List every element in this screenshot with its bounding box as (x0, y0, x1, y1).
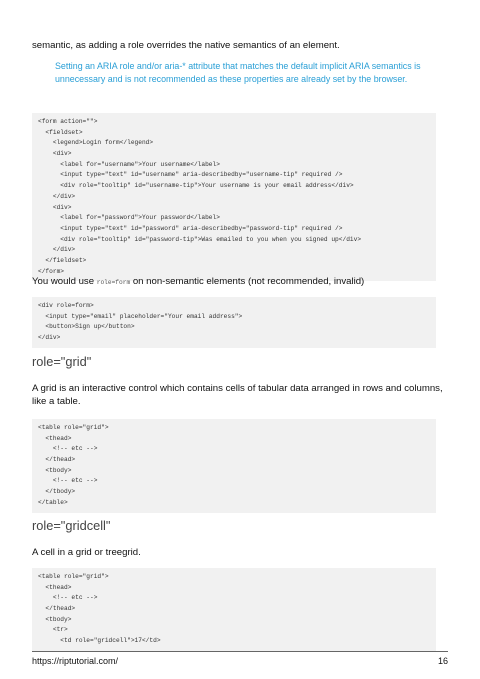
code-line: <table role="grid"> (38, 573, 109, 580)
code-line: <fieldset> (38, 128, 83, 136)
grid-description: A grid is an interactive control which contains cells of tabular data arranged in rows and columns, like a table. (32, 383, 443, 407)
code-line: </tbody> (38, 488, 76, 496)
code-line: </thead> (38, 605, 76, 613)
role-form-text-before: You would use (32, 276, 97, 287)
code-block-form (32, 113, 436, 281)
code-line: <div role="tooltip" id="username-tip">Your username is your email address</div> (38, 182, 354, 190)
role-form-inline-code: role=form (96, 279, 131, 286)
code-line: <label for="password">Your password</label> (38, 214, 220, 222)
code-line: <!-- etc --> (38, 594, 98, 602)
code-line: <input type="text" id="password" aria-describedby="password-tip" required /> (38, 224, 343, 232)
code-line: <!-- etc --> (38, 445, 98, 453)
code-line: <tbody> (38, 466, 72, 474)
code-block-role-form (32, 297, 436, 348)
intro-paragraph: semantic, as adding a role overrides the native semantics of an element. (32, 40, 340, 51)
code-line: <input type="text" id="username" aria-describedby="username-tip" required /> (38, 171, 343, 179)
code-line: </div> (38, 334, 61, 342)
code-line: </table> (38, 498, 68, 506)
code-line: <!-- etc --> (38, 477, 98, 485)
code-line: </div> (38, 246, 76, 254)
code-line: <label for="username">Your username</label> (38, 160, 220, 168)
code-line: <div> (38, 203, 72, 211)
footer-divider (32, 651, 448, 652)
role-form-paragraph (32, 275, 448, 289)
code-line: <thead> (38, 583, 72, 591)
code-line: <form action=""> (38, 118, 98, 125)
code-line: <table role="grid"> (38, 424, 109, 431)
code-block-grid (32, 419, 436, 513)
code-line: </thead> (38, 456, 76, 464)
code-line: </form> (38, 267, 64, 275)
note-callout: Setting an ARIA role and/or aria-* attribute that matches the default implicit ARIA semantics is unnecessary and is not recommended as these properties are already set by the browser. (55, 61, 421, 84)
code-line: <td role="gridcell">17</td> (38, 637, 161, 645)
code-line: <legend>Login form</legend> (38, 139, 154, 147)
footer-url-link[interactable]: https://riptutorial.com/ (32, 656, 119, 666)
role-form-text-after: on non-semantic elements (not recommended, invalid) (130, 276, 365, 287)
code-block-gridcell (32, 568, 436, 651)
heading-role-grid: role="grid" (32, 354, 92, 369)
page-number: 16 (437, 656, 448, 666)
code-line: <button>Sign up</button> (38, 323, 135, 331)
code-line: <div> (38, 150, 72, 158)
code-line: </div> (38, 192, 76, 200)
gridcell-description: A cell in a grid or treegrid. (32, 547, 141, 558)
code-line: </fieldset> (38, 256, 87, 264)
code-line: <input type="email" placeholder="Your email address"> (38, 312, 243, 320)
code-line: <div role="tooltip" id="password-tip">Was emailed to you when you signed up</div> (38, 235, 362, 243)
code-line: <tbody> (38, 615, 72, 623)
code-line: <thead> (38, 434, 72, 442)
code-line: <div role=form> (38, 302, 94, 309)
heading-role-gridcell: role="gridcell" (32, 518, 111, 533)
code-line: <tr> (38, 626, 68, 634)
